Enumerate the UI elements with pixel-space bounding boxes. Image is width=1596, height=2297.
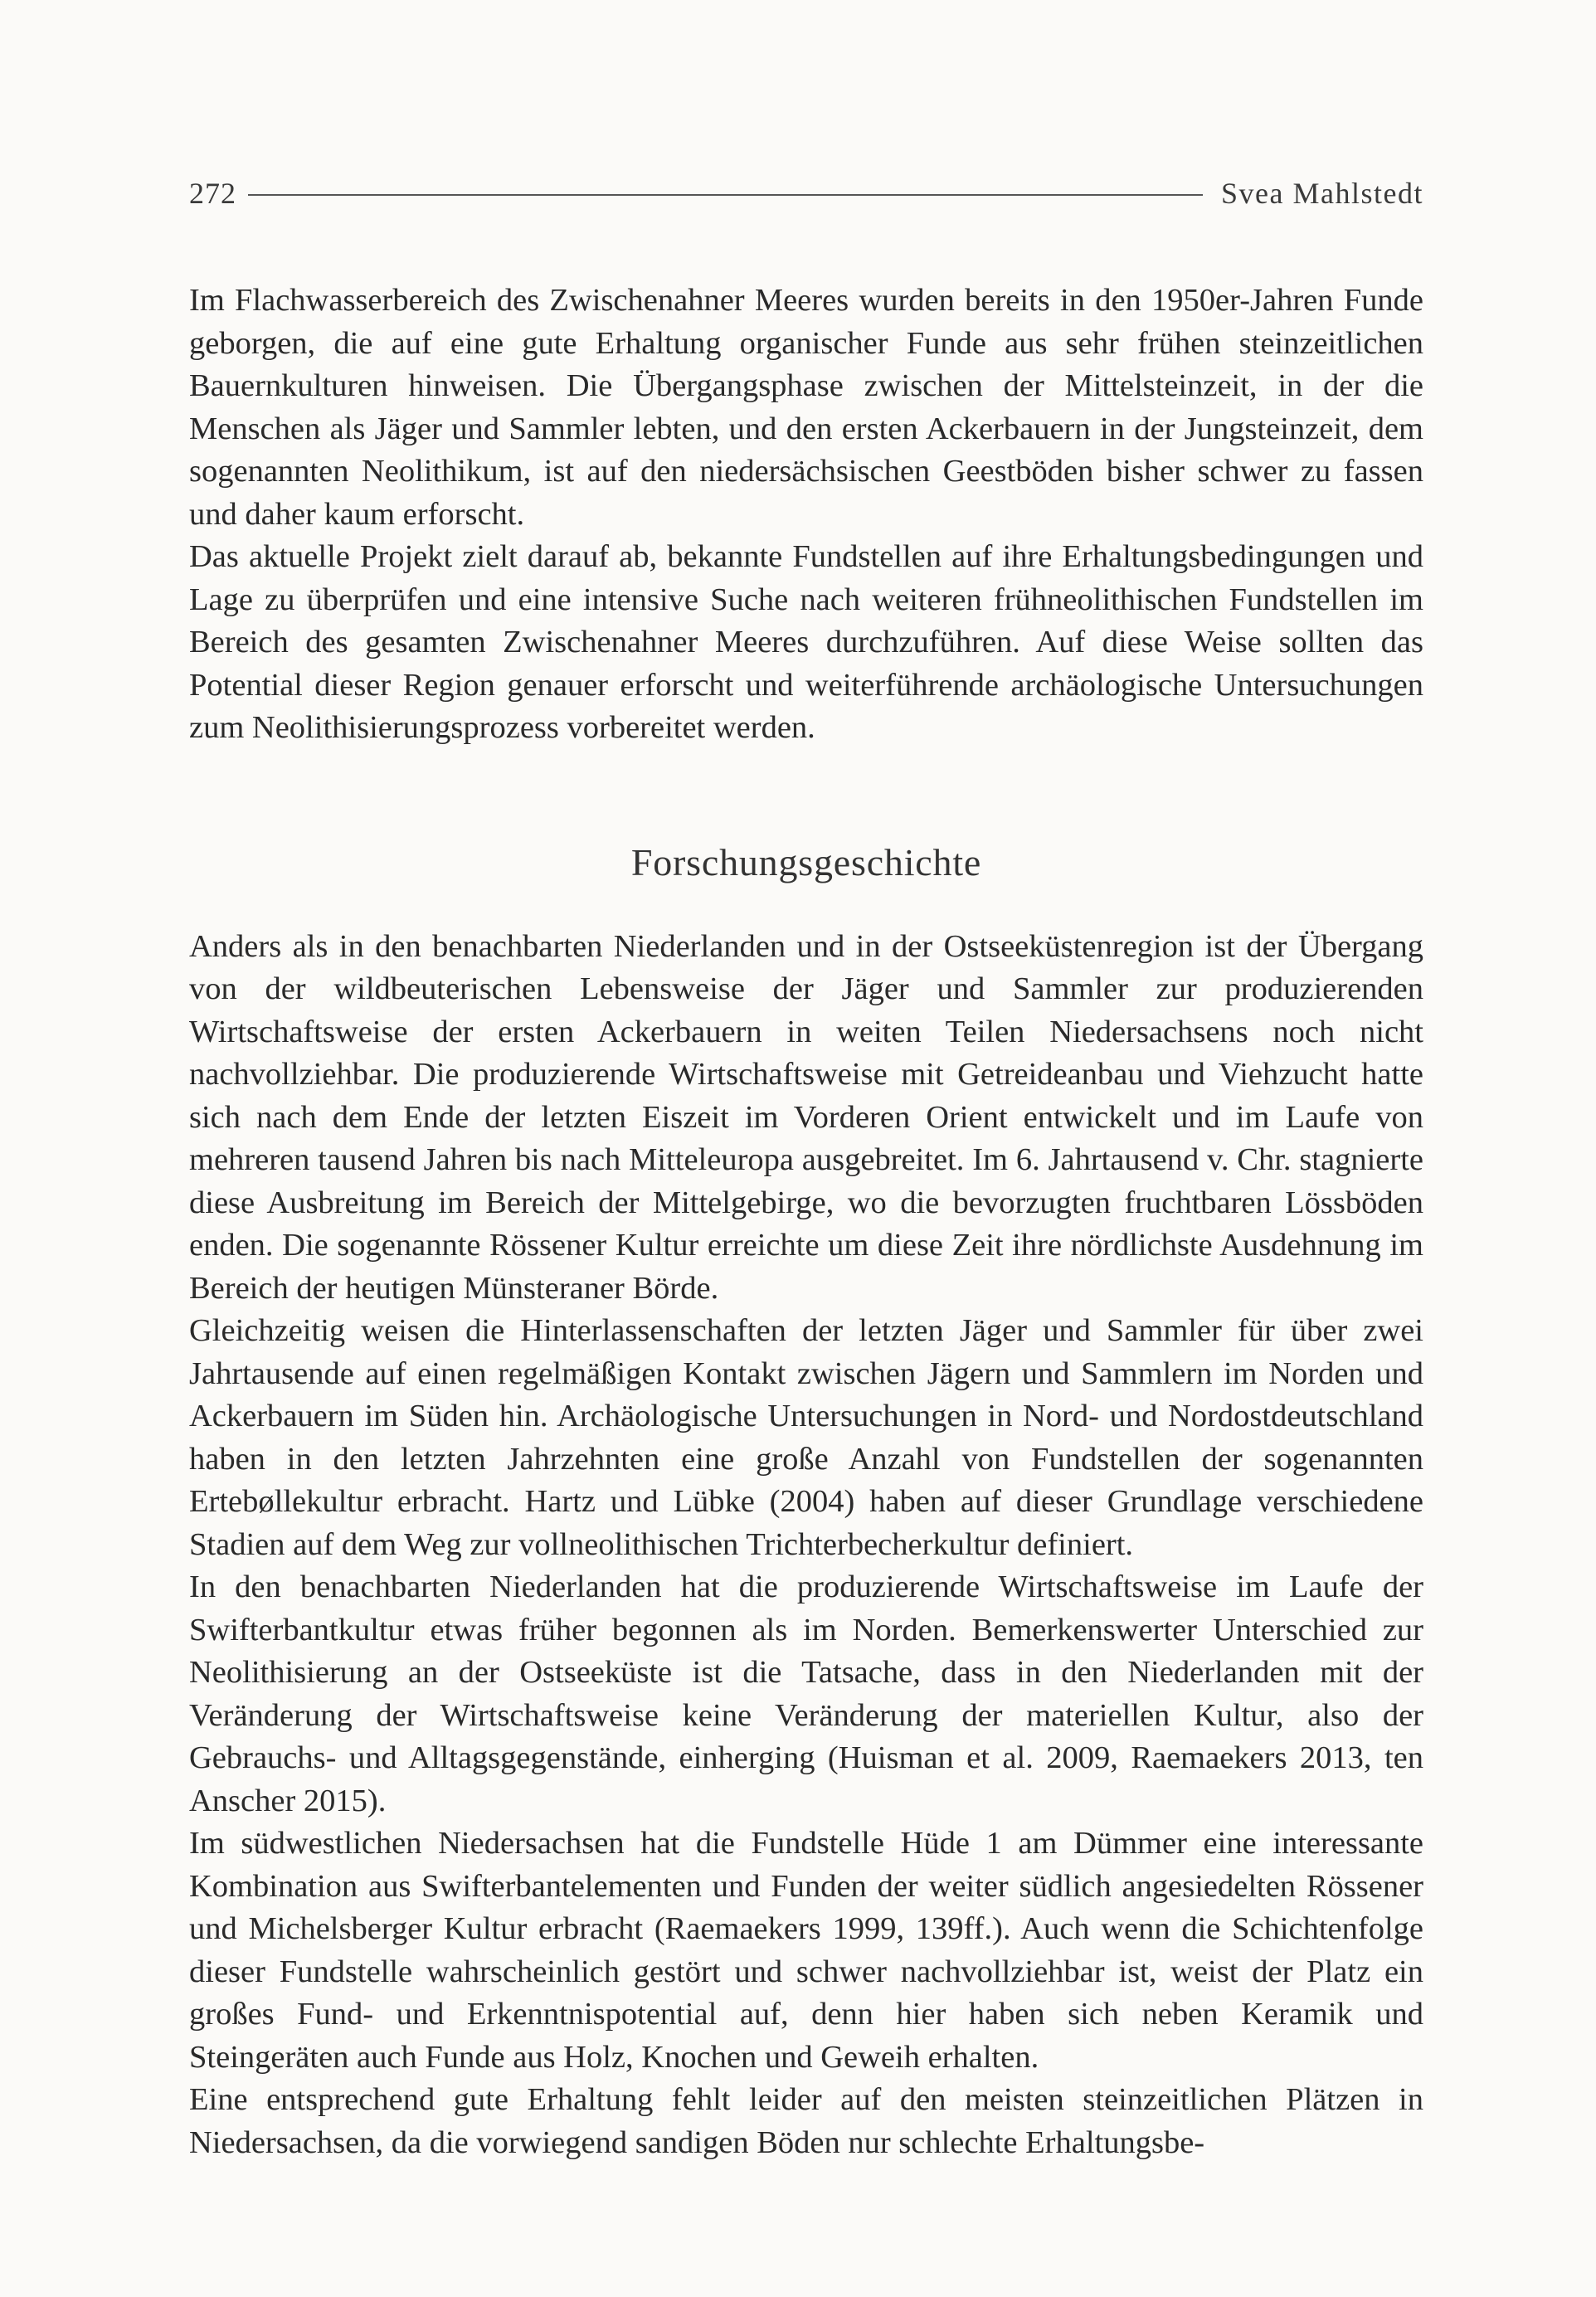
paragraph: Im südwestlichen Niedersachsen hat die Fundstelle Hüde 1 am Dümmer eine interessante Kombination aus Swifterbantelementen und Funden der weiter südlich angesiedelten Rössener und Michelsberger Kultur erbracht (Raemaekers 1999, 139ff.). Auch wenn die Schichtenfolge dieser Fundstelle wahrscheinlich gestört und schwer nachvollziehbar ist, weist der Platz ein großes Fund- und Erkenntnispotential auf, denn hier haben sich neben Keramik und Steingeräten auch Funde aus Holz, Knochen und Geweih erhalten.	[189, 1826, 1423, 2075]
intro-text	[189, 280, 1423, 750]
paragraph: In den benachbarten Niederlanden hat die produzierende Wirtschaftsweise im Laufe der Swifterbantkultur etwas früher begonnen als im Norden. Bemerkenswerter Unterschied zur Neolithisierung an der Ostseeküste ist die Tatsache, dass in den Niederlanden mit der Veränderung der Wirtschaftsweise keine Veränderung der materiellen Kultur, also der Gebrauchs- und Alltagsgegenstände, einherging (Huisman et al. 2009, Raemaekers 2013, ten Anscher 2015).	[189, 1569, 1423, 1818]
section-heading: Forschungsgeschichte	[630, 840, 982, 883]
page	[189, 170, 1423, 2164]
paragraph: Im Flachwasserbereich des Zwischenahner Meeres wurden bereits in den 1950er-Jahren Funde geborgen, die auf eine gute Erhaltung organischer Funde aus sehr frühen steinzeitlichen Bauernkulturen hinweisen. Die Übergangsphase zwischen der Mittelsteinzeit, in der die Menschen als Jäger und Sammler lebten, und den ersten Ackerbauern in der Jungsteinzeit, dem sogenannten Neolithikum, ist auf den niedersächsischen Geestböden bisher schwer zu fassen und daher kaum erforscht.	[189, 283, 1423, 532]
paragraph: Anders als in den benachbarten Niederlanden und in der Ostseeküstenregion ist der Übergang von der wildbeuterischen Lebensweise der Jäger und Sammler zur produzierenden Wirtschaftsweise der ersten Ackerbauern in weiten Teilen Niedersachsens noch nicht nachvollziehbar. Die produzierende Wirtschaftsweise mit Getreideanbau und Viehzucht hatte sich nach dem Ende der letzten Eiszeit im Vorderen Orient entwickelt und im Laufe von mehreren tausend Jahren bis nach Mitteleuropa ausgebreitet. Im 6. Jahrtausend v. Chr. stagnierte diese Ausbreitung im Bereich der Mittelgebirge, wo die bevorzugten fruchtbaren Lössböden enden. Die sogenannte Rössener Kultur erreichte um diese Zeit ihre nördlichste Ausdehnung im Bereich der heutigen Münsteraner Börde.	[189, 928, 1423, 1306]
section-body	[189, 926, 1423, 2165]
running-author: Svea Mahlstedt	[1221, 177, 1423, 210]
paragraph: Eine entsprechend gute Erhaltung fehlt leider auf den meisten steinzeitlichen Plätzen in Niedersachsen, da die vorwiegend sandigen Böden nur schlechte Erhaltungsbe-	[189, 2082, 1423, 2160]
page-number: 272	[189, 177, 236, 210]
header-rule	[248, 194, 1203, 196]
paragraph: Gleichzeitig weisen die Hinterlassenschaften der letzten Jäger und Sammler für über zwei Jahrtausende auf einen regelmäßigen Kontakt zwischen Jägern und Sammlern im Norden und Ackerbauern im Süden hin. Archäologische Untersuchungen in Nord- und Nordostdeutschland haben in den letzten Jahrzehnten eine große Anzahl von Fundstellen der sogenannten Ertebøllekultur erbracht. Hartz und Lübke (2004) haben auf dieser Grundlage verschiedene Stadien auf dem Weg zur vollneolithischen Trichterbecherkultur definiert.	[189, 1313, 1423, 1562]
paragraph: Das aktuelle Projekt zielt darauf ab, bekannte Fundstellen auf ihre Erhaltungsbedingungen und Lage zu überprüfen und eine intensive Suche nach weiteren frühneolithischen Fundstellen im Bereich des gesamten Zwischenahner Meeres durchzuführen. Auf diese Weise sollten das Potential dieser Region genauer erforscht und weiterführende archäologische Untersuchungen zum Neolithisierungsprozess vorbereitet werden.	[189, 539, 1423, 745]
running-header	[189, 170, 1423, 217]
